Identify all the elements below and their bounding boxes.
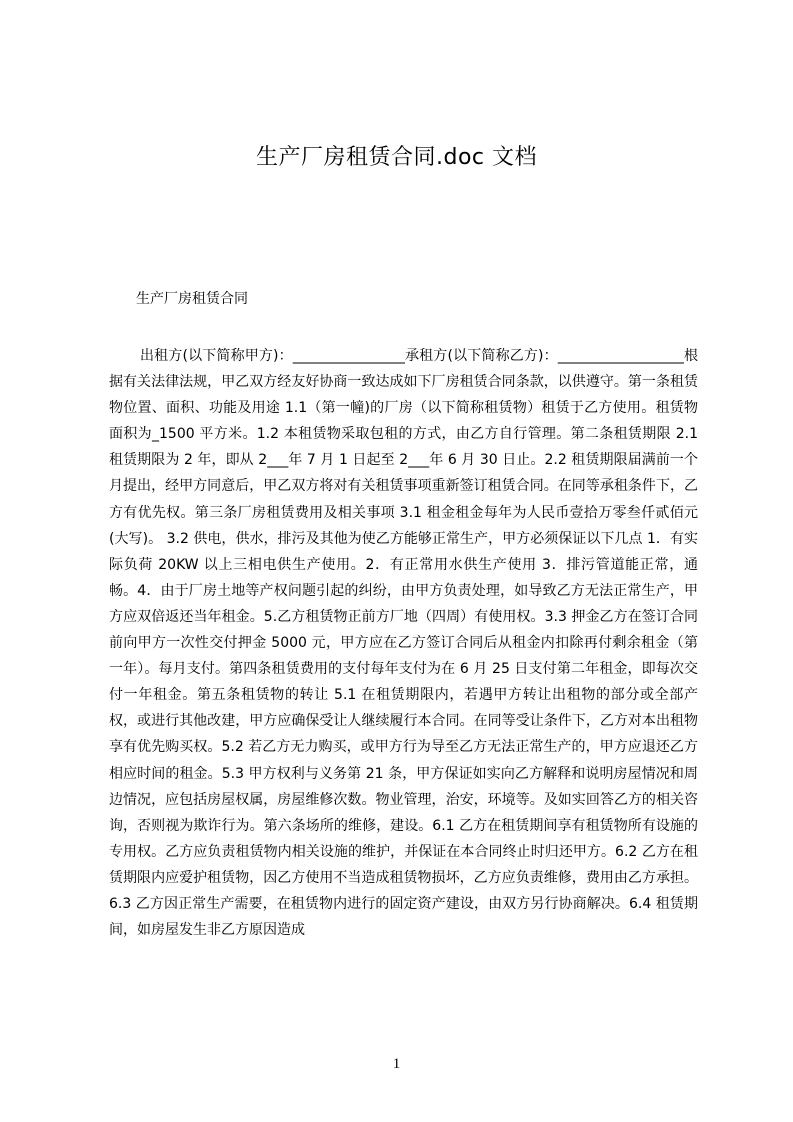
contract-heading: 生产厂房租赁合同 <box>136 291 248 307</box>
page-number: 1 <box>392 1056 401 1072</box>
document-title: 生产厂房租赁合同.doc 文档 <box>255 145 537 170</box>
contract-body-paragraph: 出租方(以下简称甲方)：________________承租方(以下简称乙方)：__________________根据有关法律法规，甲乙双方经友好协商一致达成如下厂房租赁合同条款，以供遵守。第一条租赁物位置、面积、功能及用途 1.1（第一幢)的厂房（以下简称租赁物）租赁于乙方使用。租赁物面积为_1500 平方米。1.2 本租赁物采取包租的方式，由乙方自行管理。第二条租赁期限 2.1 租赁期限为 2 年，即从 2___年 7 月 1 日起至 2___年 6 月 30 日止。2.2 租赁期限届满前一个月提出，经甲方同意后，甲乙双方将对有关租赁事项重新签订租赁合同。在同等承租条件下，乙方有优先权。第三条厂房租赁费用及相关事项 3.1 租金租金每年为人民币壹拾万零叁仟贰佰元(大写)。 3.2 供电，供水，排污及其他为使乙方能够正常生产，甲方必须保证以下几点 1．有实际负荷 20KW 以上三相电供生产使用。2．有正常用水供生产使用 3．排污管道能正常，通畅。4．由于厂房土地等产权问题引起的纠纷，由甲方负责处理，如导致乙方无法正常生产，甲方应双倍返还当年租金。5.乙方租赁物正前方厂地（四周）有使用权。3.3 押金乙方在签订合同前向甲方一次性交付押金 5000 元，甲方应在乙方签订合同后从租金内扣除再付剩余租金（第一年）。每月支付。第四条租赁费用的支付每年支付为在 6 月 25 日支付第二年租金，即每次交付一年租金。第五条租赁物的转让 5.1 在租赁期限内，若遇甲方转让出租物的部分或全部产权，或进行其他改建，甲方应确保受让人继续履行本合同。在同等受让条件下，乙方对本出租物享有优先购买权。5.2 若乙方无力购买，或甲方行为导至乙方无法正常生产的，甲方应退还乙方相应时间的租金。5.3 甲方权利与义务第 21 条，甲方保证如实向乙方解释和说明房屋情况和周边情况，应包括房屋权属，房屋维修次数。物业管理，治安，环境等。及如实回答乙方的相关咨询，否则视为欺诈行为。第六条场所的维修，建设。6.1 乙方在租赁期间享有租赁物所有设施的专用权。乙方应负责租赁物内相关设施的维护，并保证在本合同终止时归还甲方。6.2 乙方在租赁期限内应爱护租赁物，因乙方使用不当造成租赁物损坏，乙方应负责维修，费用由乙方承担。6.3 乙方因正常生产需要，在租赁物内进行的固定资产建设，由双方另行协商解决。6.4 租赁期间，如房屋发生非乙方原因造成 <box>109 348 698 939</box>
